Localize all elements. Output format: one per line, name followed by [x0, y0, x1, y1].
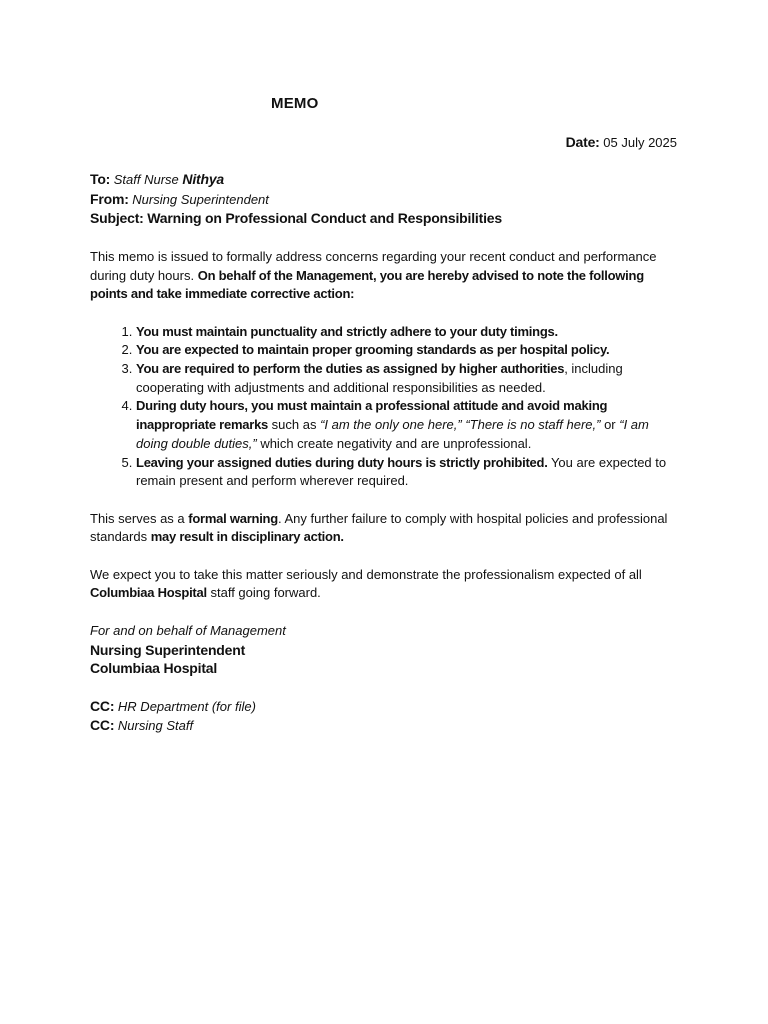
closing-text-1: We expect you to take this matter seriously and demonstrate the professionalism expected of all: [90, 566, 642, 582]
subject-label: Subject:: [90, 210, 144, 227]
intro-bold: On behalf of the Management, you are hereby advised to note the following points and take immediate corrective action:: [90, 267, 644, 302]
subject-line: [90, 209, 680, 229]
memo-title: MEMO: [271, 95, 319, 112]
point-4-post: which create negativity and are unprofessional.: [256, 435, 532, 451]
point-5-rest: You are expected to remain present and perform wherever required.: [136, 454, 667, 489]
warning-bold-2: may result in disciplinary action.: [150, 529, 344, 545]
cc-value: Nursing Staff: [117, 718, 194, 734]
to-line: [90, 170, 680, 190]
to-label: To:: [90, 171, 111, 187]
cc-value: HR Department (for file): [117, 698, 256, 714]
point-4-pre: such as: [268, 417, 321, 433]
date-value: 05 July 2025: [603, 135, 677, 150]
point-1-bold: You must maintain punctuality and strictly adhere to your duty timings.: [136, 323, 558, 339]
from-value: Nursing Superintendent: [132, 191, 269, 207]
cc-label: CC:: [90, 717, 115, 734]
from-label: From:: [90, 190, 129, 207]
warning-bold-1: formal warning: [188, 510, 278, 526]
from-line: [90, 190, 680, 210]
list-item: [136, 454, 680, 491]
point-4-or: or: [600, 417, 620, 433]
corrective-points-list: [90, 323, 680, 491]
point-3-bold: You are required to perform the duties as assigned by higher authorities: [136, 361, 565, 376]
date-line: [566, 134, 677, 150]
to-role: Staff Nurse: [113, 172, 179, 187]
list-item: [136, 341, 680, 360]
signature-name: Nursing Superintendent: [90, 641, 246, 658]
cc-line: [90, 716, 680, 736]
point-4-quote-3: “I am doing double duties,”: [136, 417, 649, 451]
point-2-bold: You are expected to maintain proper grooming standards as per hospital policy.: [136, 342, 610, 358]
warning-text-2: . Any further failure to comply with hospital policies and professional standards: [90, 510, 668, 545]
closing-paragraph: [90, 566, 680, 603]
signature-on-behalf: For and on behalf of Management: [90, 622, 286, 638]
signature-org: Columbiaa Hospital: [90, 660, 218, 677]
point-3-rest: , including cooperating with adjustments and additional responsibilities as needed.: [136, 361, 623, 395]
warning-paragraph: [90, 510, 680, 547]
point-4-quote-2: “There is no staff here,”: [465, 417, 601, 433]
cc-line: [90, 697, 680, 717]
intro-paragraph: [90, 248, 680, 304]
point-4-quote-1: “I am the only one here,”: [320, 417, 462, 433]
point-5-bold: Leaving your assigned duties during duty hours is strictly prohibited.: [136, 454, 548, 470]
point-4-bold: During duty hours, you must maintain a professional attitude and avoid making inappropriate remarks: [136, 398, 608, 433]
subject-value: Warning on Professional Conduct and Responsibilities: [147, 210, 502, 227]
date-label: Date:: [565, 134, 600, 150]
closing-bold: Columbiaa Hospital: [90, 585, 207, 601]
list-item: [136, 397, 680, 453]
warning-text-1: This serves as a: [90, 510, 189, 526]
list-item: [136, 323, 680, 342]
list-item: [136, 360, 680, 397]
to-name: Nithya: [182, 171, 225, 187]
closing-text-2: staff going forward.: [206, 585, 321, 601]
intro-text: This memo is issued to formally address concerns regarding your recent conduct and performance during duty hours.: [90, 248, 657, 283]
cc-label: CC:: [90, 697, 115, 714]
memo-body: [90, 170, 680, 736]
